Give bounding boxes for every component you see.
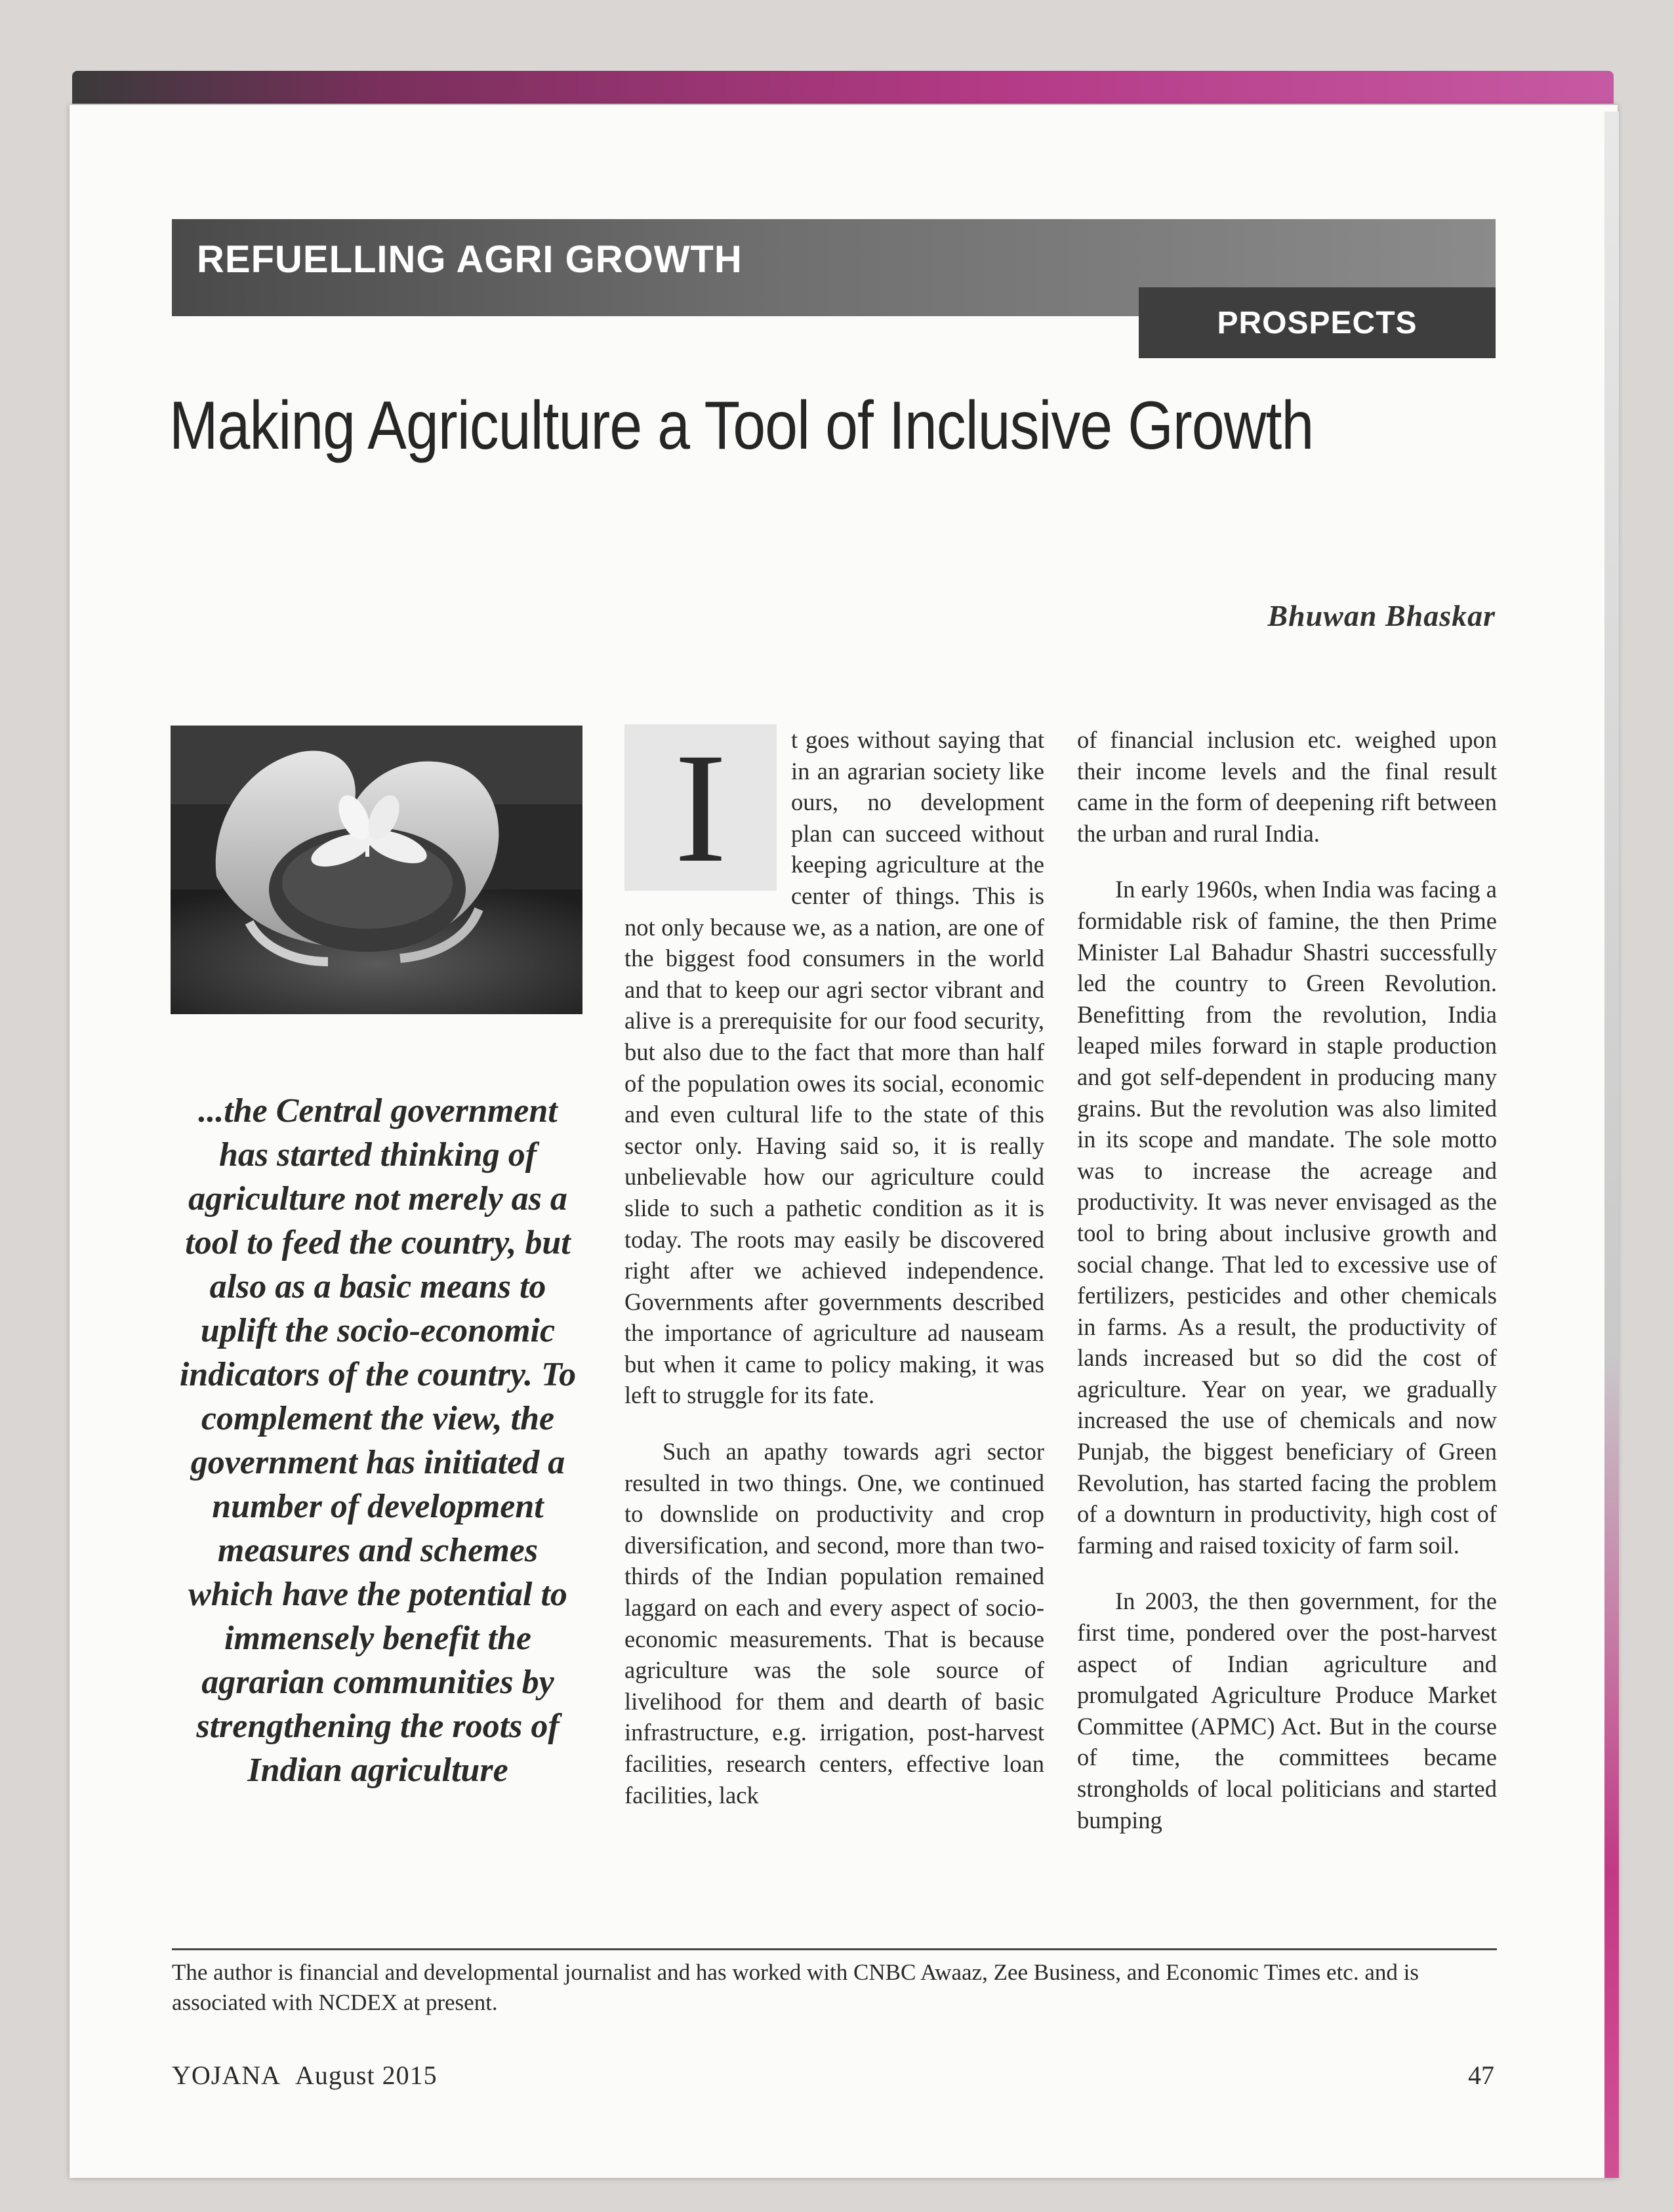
article-column-2 <box>1077 724 1497 1860</box>
paragraph-3: of financial inclusion etc. weighed upon their income levels and the final result came in the form of deepening rift between the urban and rural India. <box>1077 726 1497 847</box>
magazine-name: YOJANA <box>172 2060 281 2090</box>
issue-date: August 2015 <box>295 2060 438 2090</box>
magazine-top-edge <box>72 71 1614 104</box>
author-footnote: The author is financial and developmental journalist and has worked with CNBC Awaaz, Zee Business, and Economic Times etc. and is associated with NCDEX at present. <box>172 1959 1419 2015</box>
magazine-right-edge <box>1604 112 1619 2178</box>
pull-quote: ...the Central government has started thinking of agriculture not merely as a tool to feed the country, but also as a basic means to uplift the socio-economic indicators of the country. To complement the view, the government has initiated a number of development measures and schemes which have the potential to immensely benefit the agrarian communities by strengthening the roots of Indian agriculture <box>179 1092 577 1789</box>
seedling-in-hands-photo <box>171 726 582 1014</box>
paragraph-1 <box>624 720 1044 1411</box>
page-number: 47 <box>1468 2060 1494 2090</box>
article-title: Making Agriculture a Tool of Inclusive Growth <box>169 388 1314 464</box>
paragraph-4: In early 1960s, when India was facing a formidable risk of famine, the then Prime Minister Lal Bahadur Shastri successfully led the country to Green Revolution. Benefitting from the revolution, India leaped miles forward in staple production and got self-dependent in producing many grains. But the revolution was also limited in its scope and mandate. The sole motto was to increase the acreage and productivity. It was never envisaged as the tool to bring about inclusive growth and social change. That led to excessive use of fertilizers, pesticides and other chemicals in farms. As a result, the productivity of lands increased but so did the cost of agriculture. Year on year, we gradually increased the use of chemicals and now Punjab, the biggest beneficiary of Green Revolution, has started facing the problem of a downturn in productivity, high cost of farming and raised toxicity of farm soil. <box>1077 876 1497 1559</box>
author-byline: Bhuwan Bhaskar <box>1267 599 1496 632</box>
footer-publication <box>172 2060 438 2091</box>
section-banner-label: REFUELLING AGRI GROWTH <box>197 238 743 281</box>
article-column-1 <box>624 720 1044 1835</box>
drop-cap: I <box>624 724 777 891</box>
footnote-divider <box>172 1948 1497 1950</box>
seedling-photo-illustration <box>171 726 582 1014</box>
paragraph-5: In 2003, the then government, for the first time, pondered over the post-harvest aspect of Indian agriculture and promulgated Agriculture Produce Market Committee (APMC) Act. But in the course of time, the committees became strongholds of local politicians and started bumping <box>1077 1587 1497 1833</box>
category-tag: PROSPECTS <box>1139 287 1496 358</box>
paragraph-1-text: t goes without saying that in an agrarian society like ours, no development plan can succeed without keeping agriculture at the center of things. This is not only because we, as a nation, are one of the biggest food consumers in the world and that to keep our agri sector vibrant and alive is a prerequisite for our food security, but also due to the fact that more than half of the population owes its social, economic and even cultural life to the state of this sector only. Having said so, it is really unbelievable how our agriculture could slide to such a pathetic condition as it is today. The roots may easily be discovered right after we achieved independence. Governments after governments described the importance of agriculture ad nauseam but when it came to policy making, it was left to struggle for its fate. <box>624 726 1044 1409</box>
paragraph-2: Such an apathy towards agri sector resulted in two things. One, we continued to downslide on productivity and crop diversification, and second, more than two-thirds of the Indian population remained laggard on each and every aspect of socio-economic measurements. That is because agriculture was the sole source of livelihood for them and dearth of basic infrastructure, e.g. irrigation, post-harvest facilities, research centers, effective loan facilities, lack <box>624 1438 1044 1809</box>
